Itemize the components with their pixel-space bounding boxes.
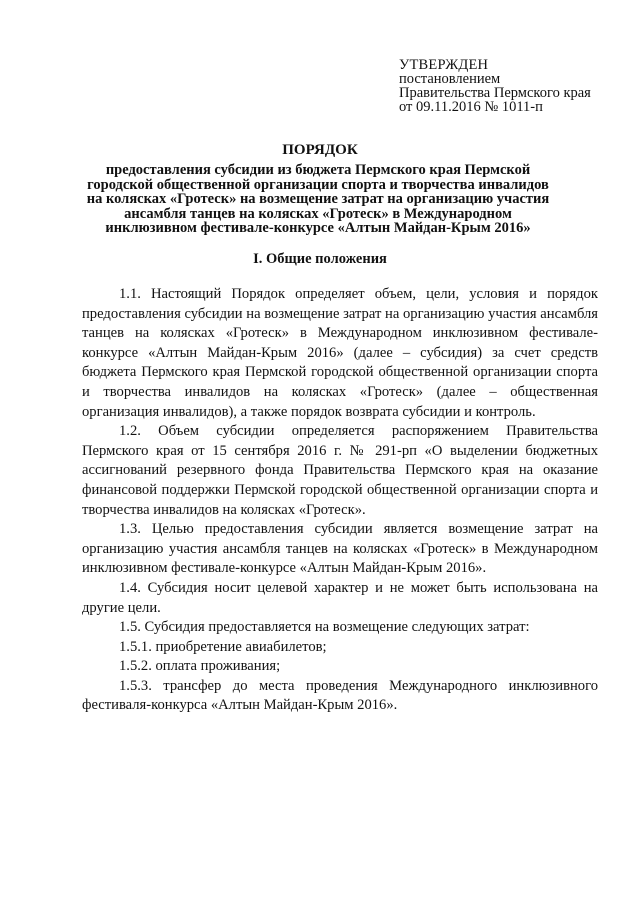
paragraph-1-5-2: 1.5.2. оплата проживания; xyxy=(119,658,281,675)
document-title: ПОРЯДОК xyxy=(282,142,358,158)
approval-line-1: постановлением xyxy=(399,71,501,87)
approval-title: УТВЕРЖДЕН xyxy=(399,57,489,73)
paragraph-1-5-1: 1.5.1. приобретение авиабилетов; xyxy=(119,638,327,655)
approval-stamp xyxy=(399,58,591,114)
paragraph-1-1: 1.1. Настоящий Порядок определяет объем, цели, условия и порядок предоставления субсидии на возмещение затрат на организацию участия ансамбля танцев на колясках «Гротеск» в Международном инклюзивном фестивале-конкурсе «Алтын Майдан-Крым 2016» (далее – субсидия) за счет средств бюджета Пермского края Пермской городской общественной организации спорта и творчества инвалидов на колясках «Гротеск» (далее – общественная организация инвалидов), а также порядок возврата субсидии и контроль. xyxy=(82,286,598,420)
paragraph-1-5-3: 1.5.3. трансфер до места проведения Международного инклюзивного фестиваля-конкурса «Алтын Майдан-Крым 2016». xyxy=(82,677,598,714)
approval-line-2: Правительства Пермского края xyxy=(399,85,591,101)
paragraph-1-3: 1.3. Целью предоставления субсидии является возмещение затрат на организацию участия ансамбля танцев на колясках «Гротеск» в Международном инклюзивном фестивале-конкурсе «Алтын Майдан-Крым 2016». xyxy=(82,521,598,577)
paragraph-1-4: 1.4. Субсидия носит целевой характер и не может быть использована на другие цели. xyxy=(82,579,598,616)
section-heading: I. Общие положения xyxy=(253,251,387,267)
paragraph-1-2: 1.2. Объем субсидии определяется распоряжением Правительства Пермского края от 15 сентября 2016 г. № 291-рп «О выделении бюджетных ассигнований резервного фонда Правительства Пермского края на оказание финансовой поддержки Пермской городской общественной организации спорта и творчества инвалидов на колясках «Гротеск». xyxy=(82,423,598,518)
approval-line-3: от 09.11.2016 № 1011-п xyxy=(399,99,543,115)
document-body xyxy=(82,285,598,716)
paragraph-1-5: 1.5. Субсидия предоставляется на возмещение следующих затрат: xyxy=(119,619,530,636)
document-subtitle: предоставления субсидии из бюджета Пермского края Пермской городской общественной организации спорта и творчества инвалидов на колясках «Гротеск» на возмещение затрат на организацию участия ансамбля танцев на колясках «Гротеск» в Международном инклюзивном фестивале-конкурсе «Алтын Майдан-Крым 2016» xyxy=(86,162,550,237)
